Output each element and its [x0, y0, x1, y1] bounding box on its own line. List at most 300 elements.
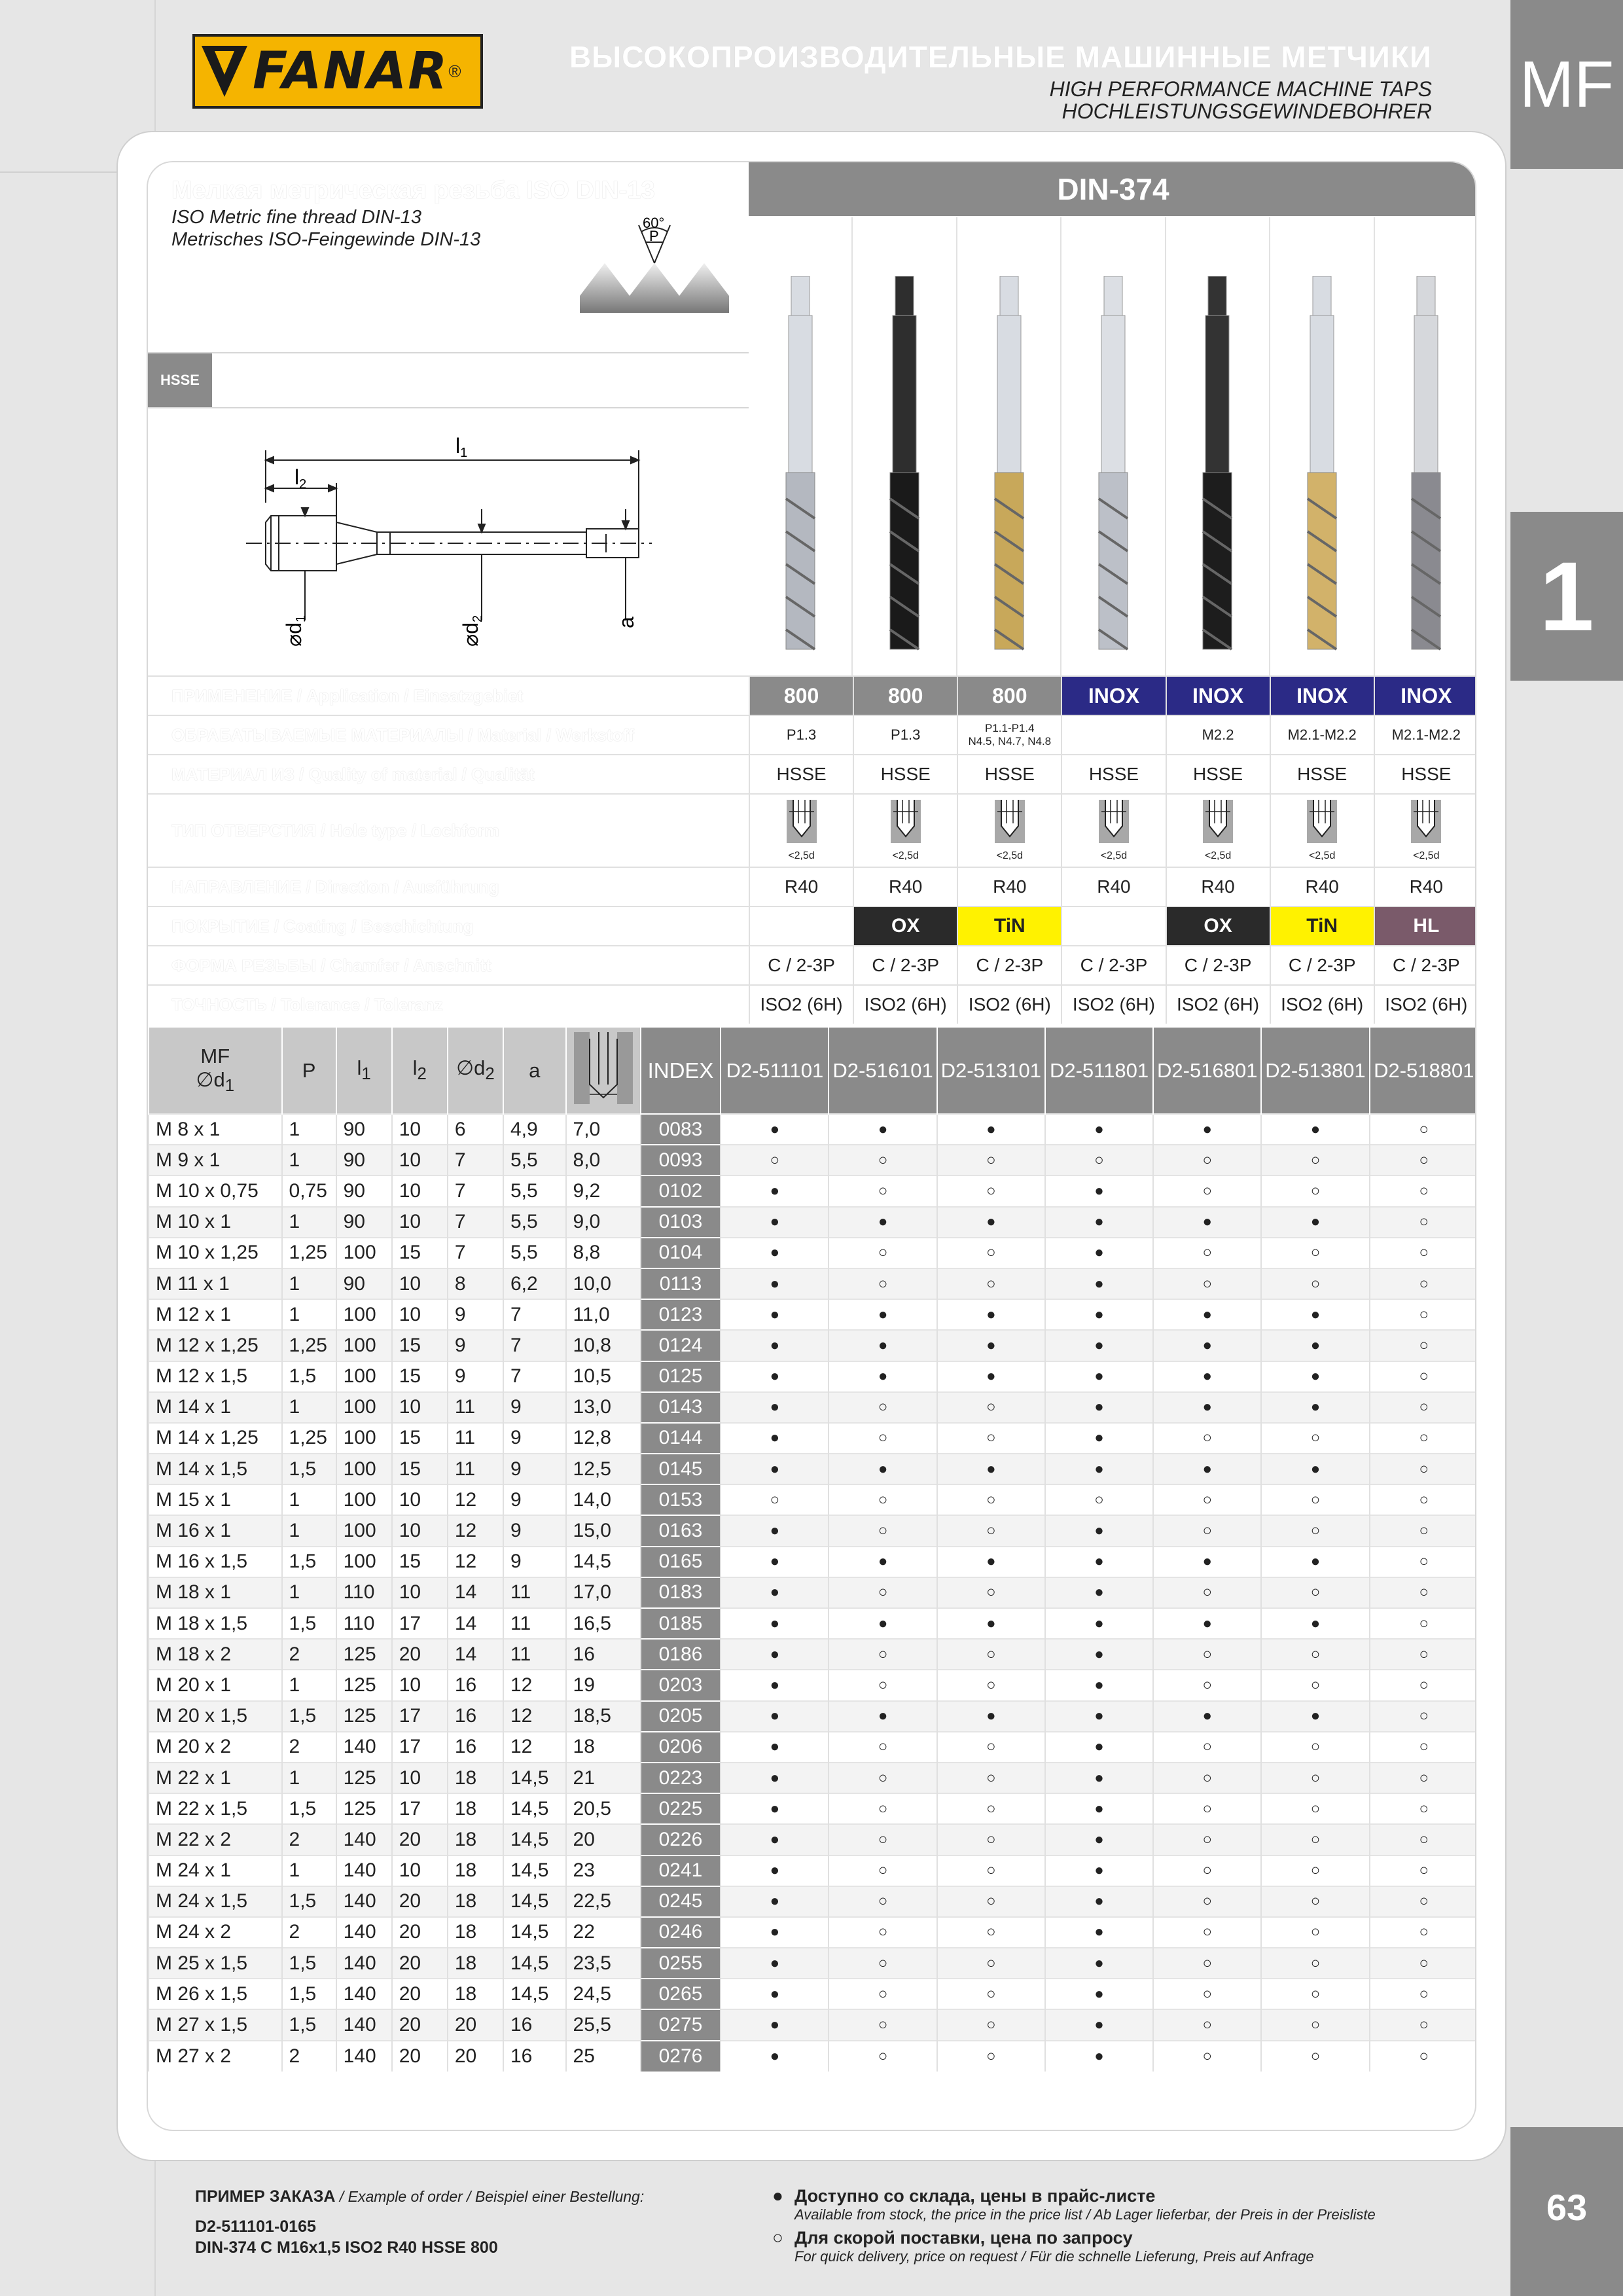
spec-cell: ISO2 (6H) — [1166, 986, 1270, 1024]
on-request-icon: ○ — [1045, 1484, 1153, 1515]
in-stock-icon: ● — [829, 1454, 936, 1484]
on-request-icon: ○ — [1153, 1484, 1261, 1515]
drill-size: 18,5 — [566, 1701, 641, 1732]
shank-d2: 7 — [448, 1145, 503, 1175]
on-request-icon: ○ — [1153, 1577, 1261, 1608]
pitch: 1,25 — [282, 1238, 336, 1268]
page-title-ru: ВЫСОКОПРОИЗВОДИТЕЛЬНЫЕ МАШИННЫЕ МЕТЧИКИ — [569, 40, 1432, 74]
spec-cell: R40 — [1061, 868, 1165, 906]
on-request-icon: ○ — [829, 1979, 936, 2009]
thread-size: M 18 x 1,5 — [149, 1608, 282, 1639]
shank-d2: 11 — [448, 1423, 503, 1454]
on-request-icon: ○ — [1153, 1824, 1261, 1855]
in-stock-icon: ● — [1045, 1670, 1153, 1700]
on-request-icon: ○ — [1153, 1145, 1261, 1175]
spec-row — [148, 754, 1476, 793]
spec-row — [148, 984, 1476, 1024]
on-request-icon: ○ — [937, 1670, 1045, 1700]
length-l2: 10 — [392, 1268, 448, 1299]
in-stock-icon: ● — [721, 2041, 829, 2072]
index-cell: 0125 — [641, 1361, 721, 1392]
index-cell: 0103 — [641, 1207, 721, 1238]
on-request-icon: ○ — [937, 1917, 1045, 1948]
coating-badge: HL — [1374, 907, 1476, 945]
square-a: 14,5 — [503, 1793, 566, 1824]
in-stock-icon: ● — [1045, 1454, 1153, 1484]
in-stock-icon: ● — [1045, 1175, 1153, 1206]
registered-icon: ® — [448, 61, 461, 81]
on-request-icon: ○ — [937, 1145, 1045, 1175]
spec-cell: C / 2-3P — [1270, 946, 1374, 984]
thread-size: M 18 x 1 — [149, 1577, 282, 1608]
in-stock-icon: ● — [721, 1114, 829, 1145]
index-cell: 0145 — [641, 1454, 721, 1484]
col-p: P — [282, 1028, 336, 1114]
thread-size: M 22 x 2 — [149, 1824, 282, 1855]
spec-label: МАТЕРИАЛ ИЗ / Quality of material / Qualität — [171, 764, 535, 784]
drill-size: 11,0 — [566, 1299, 641, 1330]
in-stock-icon: ● — [829, 1361, 936, 1392]
pitch: 1 — [282, 1268, 336, 1299]
tap-tool-image — [749, 217, 851, 675]
length-l1: 140 — [336, 1856, 392, 1886]
length-l1: 140 — [336, 1917, 392, 1948]
tap-tool-image — [1060, 217, 1164, 675]
col-l2: $l_2$ — [392, 1028, 448, 1114]
in-stock-icon: ● — [937, 1207, 1045, 1238]
on-request-icon: ○ — [1370, 2009, 1476, 2040]
square-a: 9 — [503, 1484, 566, 1515]
spec-row — [148, 906, 1476, 945]
table-header-row — [149, 1028, 1476, 1114]
in-stock-icon: ● — [937, 1361, 1045, 1392]
brand-name: FANAR — [253, 42, 449, 101]
l2-sub: 2 — [299, 477, 307, 492]
length-l2: 15 — [392, 1454, 448, 1484]
shank-d2: 8 — [448, 1268, 503, 1299]
square-a: 11 — [503, 1577, 566, 1608]
square-a: 14,5 — [503, 1824, 566, 1855]
blind-hole-cell — [853, 795, 957, 867]
on-request-icon: ○ — [829, 1732, 936, 1763]
spec-cell: R40 — [1374, 868, 1476, 906]
in-stock-icon: ● — [1261, 1361, 1369, 1392]
on-request-icon: ○ — [829, 1639, 936, 1670]
drill-size: 10,8 — [566, 1330, 641, 1361]
spec-cell: M2.2 — [1166, 716, 1270, 754]
in-stock-icon: ● — [1153, 1547, 1261, 1577]
on-request-icon: ○ — [1153, 1763, 1261, 1793]
in-stock-icon: ● — [721, 1175, 829, 1206]
length-l2: 17 — [392, 1701, 448, 1732]
shank-d2: 18 — [448, 1793, 503, 1824]
thread-size: M 24 x 2 — [149, 1917, 282, 1948]
table-row — [149, 1454, 1476, 1484]
on-request-icon: ○ — [1261, 1979, 1369, 2009]
spec-cell: R40 — [1166, 868, 1270, 906]
square-a: 12 — [503, 1732, 566, 1763]
on-request-icon: ○ — [1261, 2009, 1369, 2040]
in-stock-icon: ● — [1153, 1330, 1261, 1361]
drill-size: 19 — [566, 1670, 641, 1700]
on-request-icon: ○ — [1261, 1948, 1369, 1979]
square-a: 7 — [503, 1330, 566, 1361]
drill-size: 13,0 — [566, 1392, 641, 1423]
col-code: D2-518801 — [1370, 1028, 1476, 1114]
table-row — [149, 1917, 1476, 1948]
shank-d2: 11 — [448, 1392, 503, 1423]
divider — [148, 407, 749, 408]
on-request-icon: ○ — [937, 1763, 1045, 1793]
on-request-icon: ○ — [1370, 1701, 1476, 1732]
in-stock-icon: ● — [1045, 1824, 1153, 1855]
shank-d2: 16 — [448, 1701, 503, 1732]
on-request-icon: ○ — [829, 1423, 936, 1454]
pitch: 1,25 — [282, 1330, 336, 1361]
spec-cell: C / 2-3P — [749, 946, 853, 984]
on-request-icon: ○ — [1261, 1484, 1369, 1515]
on-request-icon: ○ — [1370, 1670, 1476, 1700]
index-cell: 0225 — [641, 1793, 721, 1824]
shank-d2: 18 — [448, 1763, 503, 1793]
length-l2: 10 — [392, 1484, 448, 1515]
in-stock-icon: ● — [721, 1856, 829, 1886]
length-l2: 20 — [392, 1917, 448, 1948]
l1-label: l — [455, 434, 461, 457]
on-request-icon: ○ — [1261, 1175, 1369, 1206]
in-stock-icon: ● — [937, 1330, 1045, 1361]
table-row — [149, 1608, 1476, 1639]
on-request-icon: ○ — [1153, 1793, 1261, 1824]
drill-size: 25 — [566, 2041, 641, 2072]
drill-size: 22 — [566, 1917, 641, 1948]
index-cell: 0245 — [641, 1886, 721, 1917]
in-stock-icon: ● — [829, 1608, 936, 1639]
in-stock-icon: ● — [1045, 1330, 1153, 1361]
on-request-icon: ○ — [1370, 1484, 1476, 1515]
square-a: 12 — [503, 1701, 566, 1732]
pitch: 2 — [282, 1824, 336, 1855]
in-stock-icon: ● — [721, 1238, 829, 1268]
on-request-icon: ○ — [1370, 1268, 1476, 1299]
in-stock-icon: ● — [829, 1547, 936, 1577]
in-stock-icon: ● — [1045, 1732, 1153, 1763]
on-request-icon: ○ — [1370, 1392, 1476, 1423]
spec-cell: R40 — [749, 868, 853, 906]
in-stock-icon: ● — [721, 1639, 829, 1670]
index-cell: 0226 — [641, 1824, 721, 1855]
on-request-icon: ○ — [1370, 1423, 1476, 1454]
shank-d2: 14 — [448, 1639, 503, 1670]
on-request-icon: ○ — [829, 1948, 936, 1979]
length-l1: 100 — [336, 1238, 392, 1268]
spec-cell: HSSE — [1166, 755, 1270, 793]
blind-hole-icon — [891, 800, 921, 848]
on-request-icon: ○ — [1370, 1793, 1476, 1824]
index-cell: 0104 — [641, 1238, 721, 1268]
in-stock-icon: ● — [1261, 1392, 1369, 1423]
square-a: 7 — [503, 1299, 566, 1330]
in-stock-icon: ● — [721, 1268, 829, 1299]
tap-tool-image — [851, 217, 955, 675]
svg-text:l1 — [455, 434, 467, 460]
in-stock-icon: ● — [721, 1547, 829, 1577]
spec-cell: P1.3 — [853, 716, 957, 754]
blind-hole-cell — [1374, 795, 1476, 867]
table-row — [149, 1732, 1476, 1763]
in-stock-icon: ● — [721, 1793, 829, 1824]
on-request-icon: ○ — [1261, 1145, 1369, 1175]
thread-size: M 18 x 2 — [149, 1639, 282, 1670]
thread-title-ru: Мелкая метрическая резьба ISO DIN-13 — [171, 177, 655, 204]
length-l1: 100 — [336, 1423, 392, 1454]
in-stock-icon: ● — [721, 1917, 829, 1948]
spec-label: ОБРАБАТЫВАЕМЫЕ МАТЕРИАЛЫ / Material / Werkstoff — [171, 725, 634, 745]
spec-cell: ISO2 (6H) — [957, 986, 1061, 1024]
length-l1: 100 — [336, 1484, 392, 1515]
on-request-icon: ○ — [1153, 1917, 1261, 1948]
shank-d2: 9 — [448, 1361, 503, 1392]
on-request-icon: ○ — [1370, 1361, 1476, 1392]
spec-cell: P1.3 — [749, 716, 853, 754]
square-a: 9 — [503, 1515, 566, 1546]
index-cell: 0275 — [641, 2009, 721, 2040]
on-request-icon: ○ — [1370, 1299, 1476, 1330]
spec-table — [148, 675, 1476, 1024]
length-l1: 140 — [336, 1824, 392, 1855]
pitch: 1 — [282, 1207, 336, 1238]
length-l2: 20 — [392, 1824, 448, 1855]
shank-d2: 12 — [448, 1547, 503, 1577]
table-row — [149, 2041, 1476, 2072]
table-row — [149, 1948, 1476, 1979]
in-stock-icon: ● — [1153, 1207, 1261, 1238]
spec-row — [148, 867, 1476, 906]
in-stock-icon: ● — [937, 1547, 1045, 1577]
table-row — [149, 1577, 1476, 1608]
square-a: 14,5 — [503, 1917, 566, 1948]
spec-cell: C / 2-3P — [957, 946, 1061, 984]
in-stock-icon: ● — [1045, 1207, 1153, 1238]
square-a: 16 — [503, 2009, 566, 2040]
in-stock-icon: ● — [1045, 1793, 1153, 1824]
on-request-icon: ○ — [937, 1793, 1045, 1824]
index-cell: 0163 — [641, 1515, 721, 1546]
in-stock-icon: ● — [772, 2185, 783, 2206]
on-request-icon: ○ — [1153, 1886, 1261, 1917]
in-stock-icon: ● — [829, 1207, 936, 1238]
spec-row — [148, 945, 1476, 984]
hole-depth-label: <2,5d — [1413, 850, 1440, 861]
thread-size: M 24 x 1 — [149, 1856, 282, 1886]
blind-hole-icon — [1203, 800, 1233, 848]
thread-size: M 12 x 1,5 — [149, 1361, 282, 1392]
order-example-code: D2-511101-0165 — [195, 2217, 316, 2236]
in-stock-icon: ● — [1261, 1114, 1369, 1145]
svg-text:l2 — [294, 465, 306, 492]
index-cell: 0183 — [641, 1577, 721, 1608]
on-request-icon: ○ — [1370, 2041, 1476, 2072]
pitch-label: P — [649, 228, 659, 244]
drill-size: 22,5 — [566, 1886, 641, 1917]
on-request-icon: ○ — [721, 1484, 829, 1515]
coating-badge — [1061, 907, 1165, 945]
shank-d2: 18 — [448, 1948, 503, 1979]
length-l1: 100 — [336, 1547, 392, 1577]
page-guide-line — [0, 171, 118, 173]
on-request-icon: ○ — [1153, 1732, 1261, 1763]
length-l1: 90 — [336, 1114, 392, 1145]
col-a: a — [503, 1028, 566, 1114]
square-a: 11 — [503, 1639, 566, 1670]
hole-depth-label: <2,5d — [1308, 850, 1336, 861]
coating-badge: TiN — [1270, 907, 1374, 945]
pitch: 1,5 — [282, 1361, 336, 1392]
drill-size: 25,5 — [566, 2009, 641, 2040]
col-index: INDEX — [641, 1028, 721, 1114]
in-stock-icon: ● — [721, 2009, 829, 2040]
in-stock-icon: ● — [1153, 1299, 1261, 1330]
spec-cell: ISO2 (6H) — [749, 986, 853, 1024]
drill-size: 17,0 — [566, 1577, 641, 1608]
spec-row — [148, 793, 1476, 867]
in-stock-icon: ● — [721, 1515, 829, 1546]
table-row — [149, 1268, 1476, 1299]
in-stock-icon: ● — [1153, 1701, 1261, 1732]
on-request-icon: ○ — [829, 1577, 936, 1608]
length-l2: 15 — [392, 1330, 448, 1361]
tap-tool-image — [1374, 217, 1476, 675]
drill-size: 16,5 — [566, 1608, 641, 1639]
on-request-icon: ○ — [829, 1886, 936, 1917]
index-cell: 0246 — [641, 1917, 721, 1948]
thread-size: M 24 x 1,5 — [149, 1886, 282, 1917]
thread-size: M 25 x 1,5 — [149, 1948, 282, 1979]
in-stock-icon: ● — [721, 1979, 829, 2009]
spec-cell: C / 2-3P — [853, 946, 957, 984]
length-l2: 10 — [392, 1515, 448, 1546]
spec-cell: ISO2 (6H) — [1374, 986, 1476, 1024]
length-l2: 20 — [392, 2041, 448, 2072]
index-cell: 0241 — [641, 1856, 721, 1886]
length-l2: 15 — [392, 1423, 448, 1454]
on-request-icon: ○ — [1153, 2009, 1261, 2040]
in-stock-icon: ● — [1261, 1454, 1369, 1484]
on-request-icon: ○ — [937, 1639, 1045, 1670]
pitch: 1,5 — [282, 1547, 336, 1577]
application-badge: 800 — [749, 677, 853, 715]
in-stock-icon: ● — [721, 1732, 829, 1763]
table-row — [149, 1639, 1476, 1670]
table-row — [149, 1392, 1476, 1423]
drill-size: 23,5 — [566, 1948, 641, 1979]
in-stock-icon: ● — [1045, 1608, 1153, 1639]
din-standard-header: DIN-374 — [749, 162, 1476, 216]
spec-cell: HSSE — [1270, 755, 1374, 793]
pitch: 2 — [282, 1639, 336, 1670]
col-code: D2-513101 — [937, 1028, 1045, 1114]
blind-hole-icon — [1099, 800, 1129, 848]
in-stock-icon: ● — [829, 1114, 936, 1145]
pitch: 1,25 — [282, 1423, 336, 1454]
pitch: 1,5 — [282, 1979, 336, 2009]
length-l1: 110 — [336, 1608, 392, 1639]
thread-size: M 14 x 1 — [149, 1392, 282, 1423]
shank-d2: 14 — [448, 1608, 503, 1639]
legend-main: Для скорой поставки, цена по запросу — [794, 2228, 1133, 2248]
on-request-icon: ○ — [1370, 1454, 1476, 1484]
table-row — [149, 1484, 1476, 1515]
index-cell: 0223 — [641, 1763, 721, 1793]
d1-sub: 1 — [294, 615, 308, 622]
tap-tool-image — [1269, 217, 1373, 675]
pitch: 1 — [282, 1145, 336, 1175]
legend-item — [772, 2186, 1376, 2224]
on-request-icon: ○ — [1370, 1577, 1476, 1608]
on-request-icon: ○ — [937, 1515, 1045, 1546]
index-cell: 0276 — [641, 2041, 721, 2072]
length-l1: 140 — [336, 2041, 392, 2072]
col-code: D2-511101 — [721, 1028, 829, 1114]
length-l2: 20 — [392, 2009, 448, 2040]
d2-sub: 2 — [471, 615, 485, 622]
shank-d2: 20 — [448, 2009, 503, 2040]
on-request-icon: ○ — [829, 1824, 936, 1855]
square-a: 14,5 — [503, 1763, 566, 1793]
blind-hole-icon — [995, 800, 1025, 848]
on-request-icon: ○ — [937, 1948, 1045, 1979]
shank-d2: 12 — [448, 1515, 503, 1546]
on-request-icon: ○ — [1261, 1423, 1369, 1454]
on-request-icon: ○ — [1261, 1732, 1369, 1763]
order-example-label: ПРИМЕР ЗАКАЗА / Example of order / Beispiel einer Bestellung: — [195, 2187, 645, 2206]
in-stock-icon: ● — [1261, 1299, 1369, 1330]
length-l1: 125 — [336, 1793, 392, 1824]
on-request-icon: ○ — [829, 1670, 936, 1700]
order-example-desc: DIN-374 C M16x1,5 ISO2 R40 HSSE 800 — [195, 2238, 498, 2257]
in-stock-icon: ● — [1153, 1361, 1261, 1392]
on-request-icon: ○ — [829, 1145, 936, 1175]
shank-d2: 7 — [448, 1175, 503, 1206]
thread-size: M 27 x 1,5 — [149, 2009, 282, 2040]
on-request-icon: ○ — [937, 1175, 1045, 1206]
in-stock-icon: ● — [1261, 1547, 1369, 1577]
on-request-icon: ○ — [1370, 1917, 1476, 1948]
in-stock-icon: ● — [1045, 1238, 1153, 1268]
square-a: 11 — [503, 1608, 566, 1639]
on-request-icon: ○ — [1153, 2041, 1261, 2072]
table-row — [149, 1763, 1476, 1793]
in-stock-icon: ● — [1261, 1207, 1369, 1238]
length-l2: 17 — [392, 1732, 448, 1763]
length-l2: 10 — [392, 1299, 448, 1330]
drill-size: 15,0 — [566, 1515, 641, 1546]
thread-size: M 14 x 1,25 — [149, 1423, 282, 1454]
index-cell: 0203 — [641, 1670, 721, 1700]
in-stock-icon: ● — [1153, 1454, 1261, 1484]
on-request-icon: ○ — [1153, 1423, 1261, 1454]
on-request-icon: ○ — [1370, 1886, 1476, 1917]
drill-size: 14,0 — [566, 1484, 641, 1515]
spec-cell: R40 — [957, 868, 1061, 906]
shank-d2: 7 — [448, 1238, 503, 1268]
on-request-icon: ○ — [937, 1856, 1045, 1886]
on-request-icon: ○ — [937, 2009, 1045, 2040]
table-row — [149, 1114, 1476, 1145]
table-row — [149, 1547, 1476, 1577]
on-request-icon: ○ — [1261, 1917, 1369, 1948]
application-badge: INOX — [1374, 677, 1476, 715]
